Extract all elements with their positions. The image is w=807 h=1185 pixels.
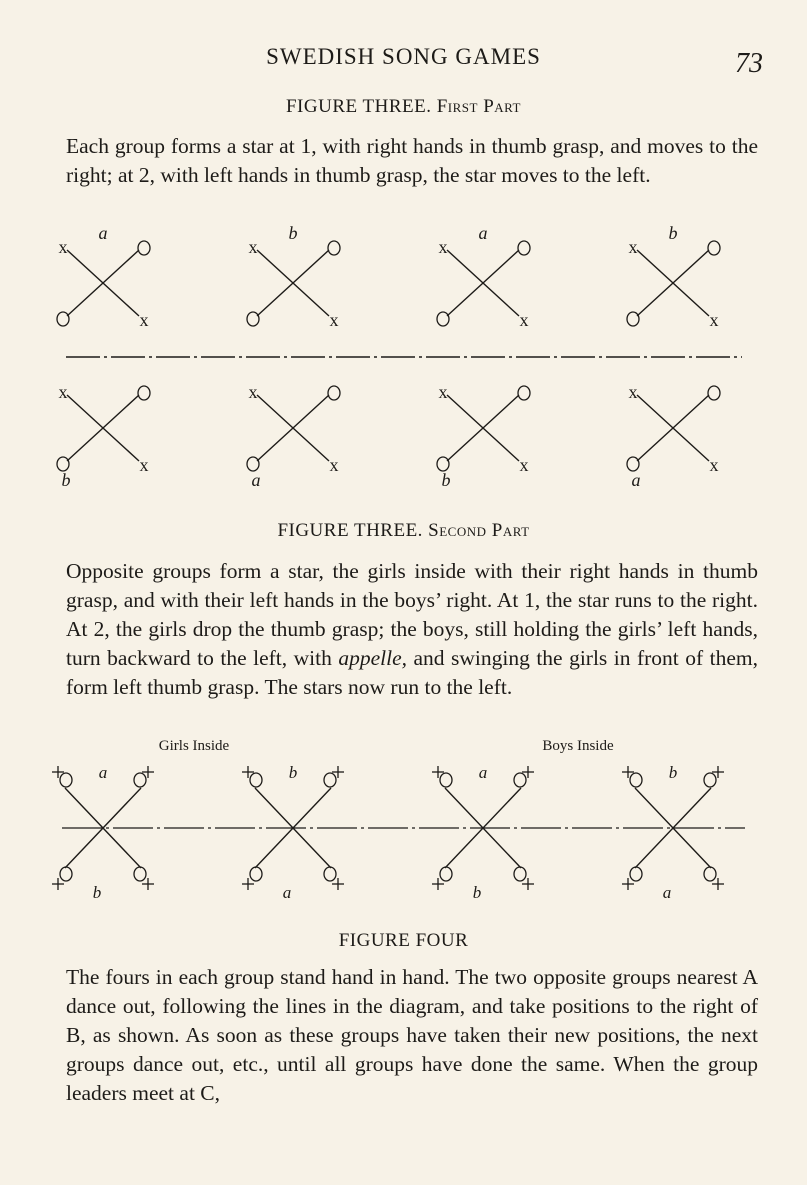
star-label-top: a: [98, 763, 108, 782]
page-number: 73: [735, 48, 763, 79]
dancer-x: x: [628, 237, 638, 257]
dancer-x: x: [329, 455, 339, 475]
dancer-o: [708, 241, 720, 255]
dancer-o: [518, 386, 530, 400]
figure-four-text: The fours in each group stand hand in hand. The two opposite groups nearest A dance out, following the lines in the diagram, and take positions to the right of B, as shown. As soon as these groups have taken their new positions, the next groups dance out, etc., until all groups have done the same. When the group leaders meet at C,: [66, 965, 758, 1105]
text-before: Opposite groups form a star, the girls inside with their right hands in thumb grasp, and with their left hands in the boys’ right. At 1, the star runs to the right. At 2, the girls drop the thumb grasp; the boys, still holding the girls’ left hands, turn backward to the left, with: [66, 559, 758, 670]
page-header: SWEDISH SONG GAMES: [266, 44, 541, 69]
heading-sub: Second Part: [428, 520, 530, 541]
dancer-o: [138, 241, 150, 255]
dancer-circle: [324, 867, 336, 881]
dancer-x: x: [248, 237, 258, 257]
dancer-o: [708, 386, 720, 400]
girls-inside-label: Girls Inside: [158, 738, 230, 754]
figure-three-first-part-text: Each group forms a star at 1, with right hands in thumb grasp, and moves to the right; at 2, with left hands in thumb grasp, the star moves to the left.: [66, 134, 758, 187]
star-label-bottom: a: [631, 470, 641, 490]
dancer-circle: [630, 867, 642, 881]
dancer-circle: [704, 867, 716, 881]
dancer-circle: [514, 773, 526, 787]
dancer-o: [627, 312, 639, 326]
dancer-circle: [60, 867, 72, 881]
star-label-bottom: a: [251, 470, 261, 490]
figure-three-diagram: [0, 222, 807, 502]
dancer-x: x: [58, 382, 68, 402]
star-label-top: b: [668, 223, 678, 243]
dancer-x: x: [709, 455, 719, 475]
star-label-bottom: b: [92, 883, 102, 902]
star-label-top: b: [668, 763, 678, 782]
figure-four-heading: FIGURE FOUR: [338, 930, 469, 951]
dancer-circle: [514, 867, 526, 881]
dancer-circle: [440, 773, 452, 787]
figure-three-second-part-text: [66, 557, 758, 702]
dancer-circle: [704, 773, 716, 787]
heading-sub: First Part: [436, 96, 521, 117]
appelle-term: appelle,: [338, 646, 407, 670]
star-label-top: a: [478, 763, 488, 782]
star-label-top: a: [98, 223, 108, 243]
heading-main: FIGURE THREE.: [277, 520, 423, 541]
figure-four-diagram: [0, 728, 807, 903]
dancer-x: x: [438, 382, 448, 402]
star-label-bottom: b: [61, 470, 71, 490]
dancer-o: [437, 312, 449, 326]
dancer-x: x: [519, 310, 529, 330]
dancer-o: [437, 457, 449, 471]
dancer-o: [627, 457, 639, 471]
star-label-top: a: [478, 223, 488, 243]
dancer-o: [138, 386, 150, 400]
dancer-x: x: [709, 310, 719, 330]
dancer-o: [328, 386, 340, 400]
figure-three-second-part-heading: [0, 520, 807, 542]
dancer-circle: [134, 867, 146, 881]
dancer-o: [247, 312, 259, 326]
text-after: and swinging the girls in front of them, form left thumb grasp. The stars now run to the left.: [66, 646, 759, 699]
dancer-circle: [60, 773, 72, 787]
dancer-x: x: [628, 382, 638, 402]
dancer-x: x: [519, 455, 529, 475]
star-label-top: b: [288, 223, 298, 243]
dancer-circle: [630, 773, 642, 787]
dancer-o: [247, 457, 259, 471]
dancer-circle: [250, 867, 262, 881]
dancer-o: [518, 241, 530, 255]
figure-three-first-part-heading: [0, 96, 807, 118]
dancer-o: [328, 241, 340, 255]
dancer-x: x: [139, 455, 149, 475]
dancer-x: x: [438, 237, 448, 257]
dancer-o: [57, 457, 69, 471]
dancer-o: [57, 312, 69, 326]
star-label-bottom: b: [472, 883, 482, 902]
dancer-x: x: [248, 382, 258, 402]
dancer-x: x: [329, 310, 339, 330]
dancer-x: x: [58, 237, 68, 257]
star-label-bottom: a: [662, 883, 672, 902]
star-label-bottom: b: [441, 470, 451, 490]
star-label-top: b: [288, 763, 298, 782]
dancer-circle: [324, 773, 336, 787]
dancer-x: x: [139, 310, 149, 330]
heading-main: FIGURE THREE.: [285, 96, 432, 117]
dancer-circle: [440, 867, 452, 881]
boys-inside-label: Boys Inside: [542, 738, 614, 754]
dancer-circle: [250, 773, 262, 787]
star-label-bottom: a: [282, 883, 292, 902]
dancer-circle: [134, 773, 146, 787]
